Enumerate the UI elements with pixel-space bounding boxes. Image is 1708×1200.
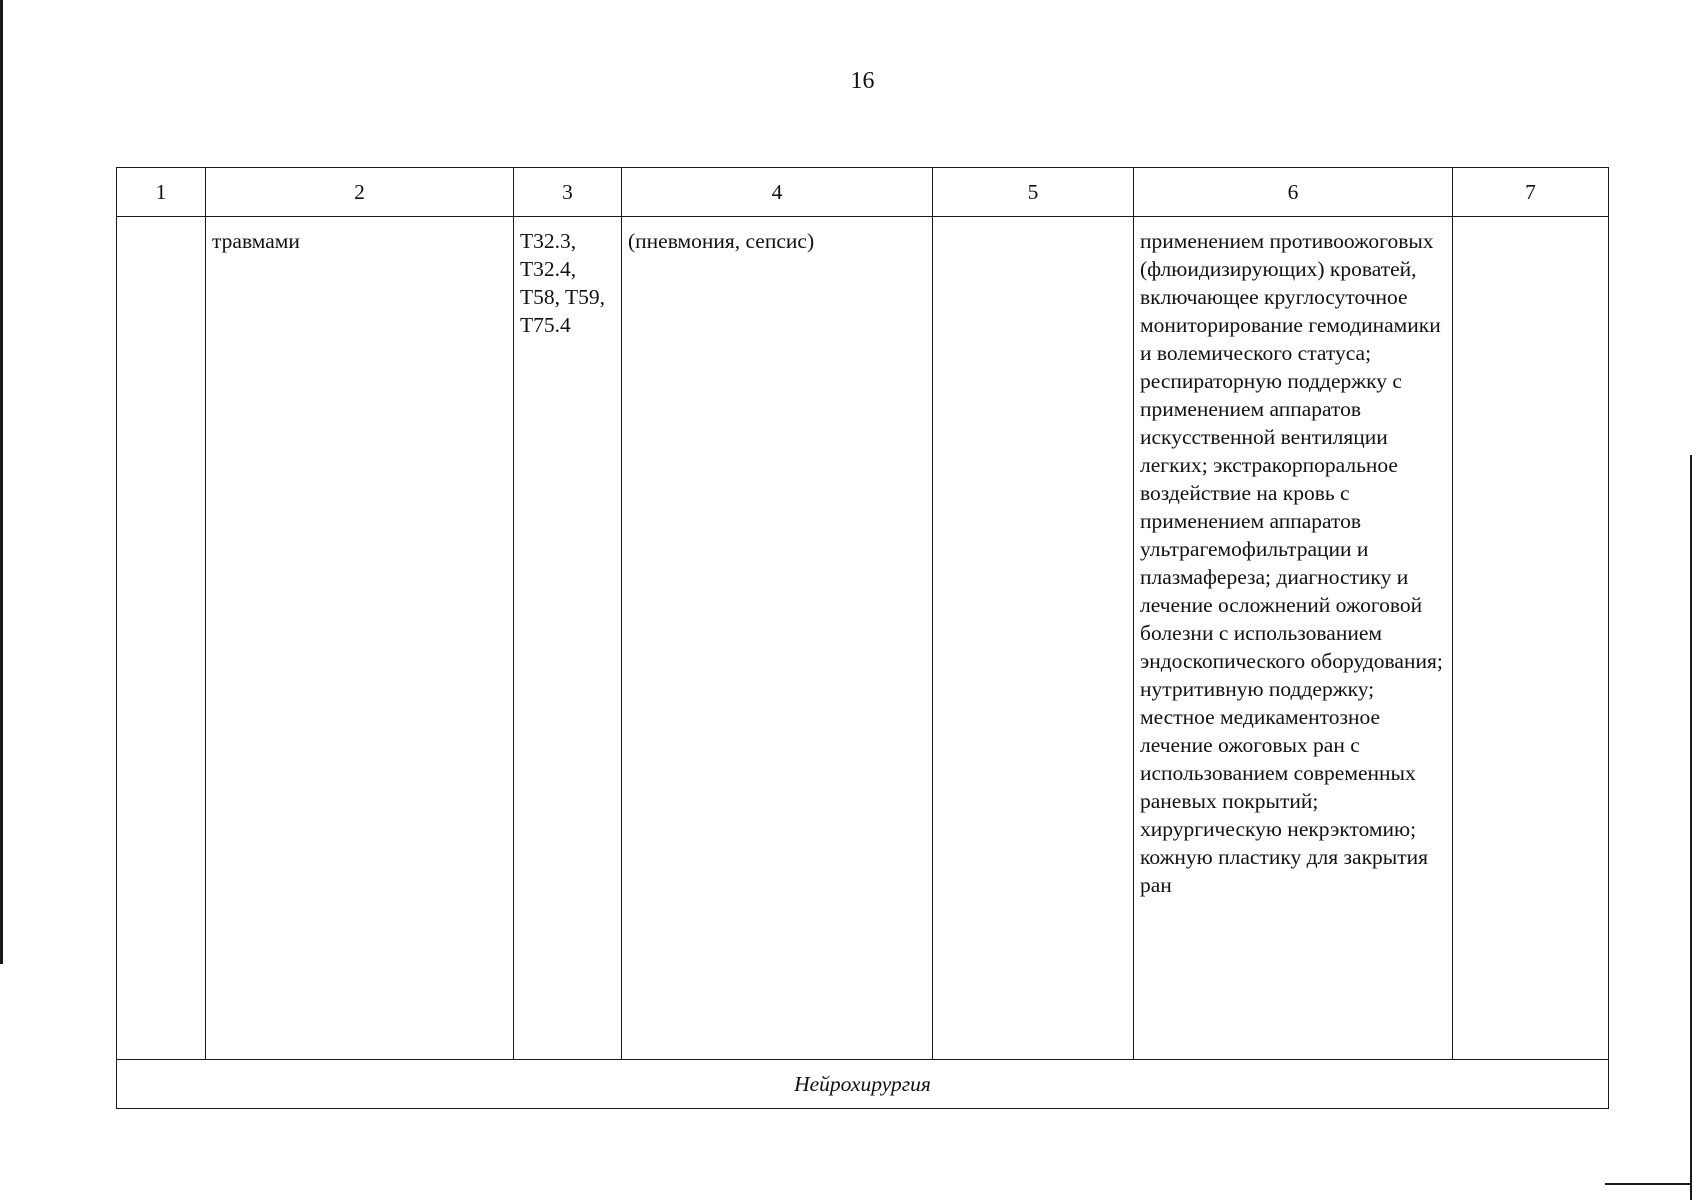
- cell-col1: [117, 217, 206, 1060]
- header-cell-3: 3: [514, 168, 622, 217]
- cell-col5: [933, 217, 1134, 1060]
- section-title: Нейрохирургия: [117, 1060, 1609, 1109]
- header-cell-1: 1: [117, 168, 206, 217]
- scan-edge-bottom: [1605, 1183, 1692, 1185]
- header-cell-4: 4: [622, 168, 933, 217]
- header-cell-7: 7: [1453, 168, 1609, 217]
- page-number: 16: [850, 68, 875, 94]
- cell-col6-treatment: применением противоожоговых (флюидизирующих) кроватей, включающее круглосуточное мониторирование гемодинамики и волемического статуса; респираторную поддержку с применением аппаратов искусственной вентиляции легких; экстракорпоральное воздействие на кровь с применением аппаратов ультрагемофильтрации и плазмафереза; диагностику и лечение осложнений ожоговой болезни с использованием эндоскопического оборудования; нутритивную поддержку; местное медикаментозное лечение ожоговых ран с использованием современных раневых покрытий; хирургическую некрэктомию; кожную пластику для закрытия ран: [1134, 217, 1453, 1060]
- section-row: [117, 1060, 1609, 1109]
- header-cell-6: 6: [1134, 168, 1453, 217]
- scan-edge-right: [1690, 455, 1692, 1200]
- table-row: [117, 217, 1609, 1060]
- scan-edge-left: [0, 0, 3, 964]
- document-table: [116, 167, 1609, 1109]
- cell-col2: травмами: [206, 217, 514, 1060]
- cell-col4: (пневмония, сепсис): [622, 217, 933, 1060]
- header-cell-2: 2: [206, 168, 514, 217]
- table-header-row: [117, 168, 1609, 217]
- cell-col3-codes: T32.3, T32.4, T58, T59, T75.4: [514, 217, 622, 1060]
- header-cell-5: 5: [933, 168, 1134, 217]
- cell-col7: [1453, 217, 1609, 1060]
